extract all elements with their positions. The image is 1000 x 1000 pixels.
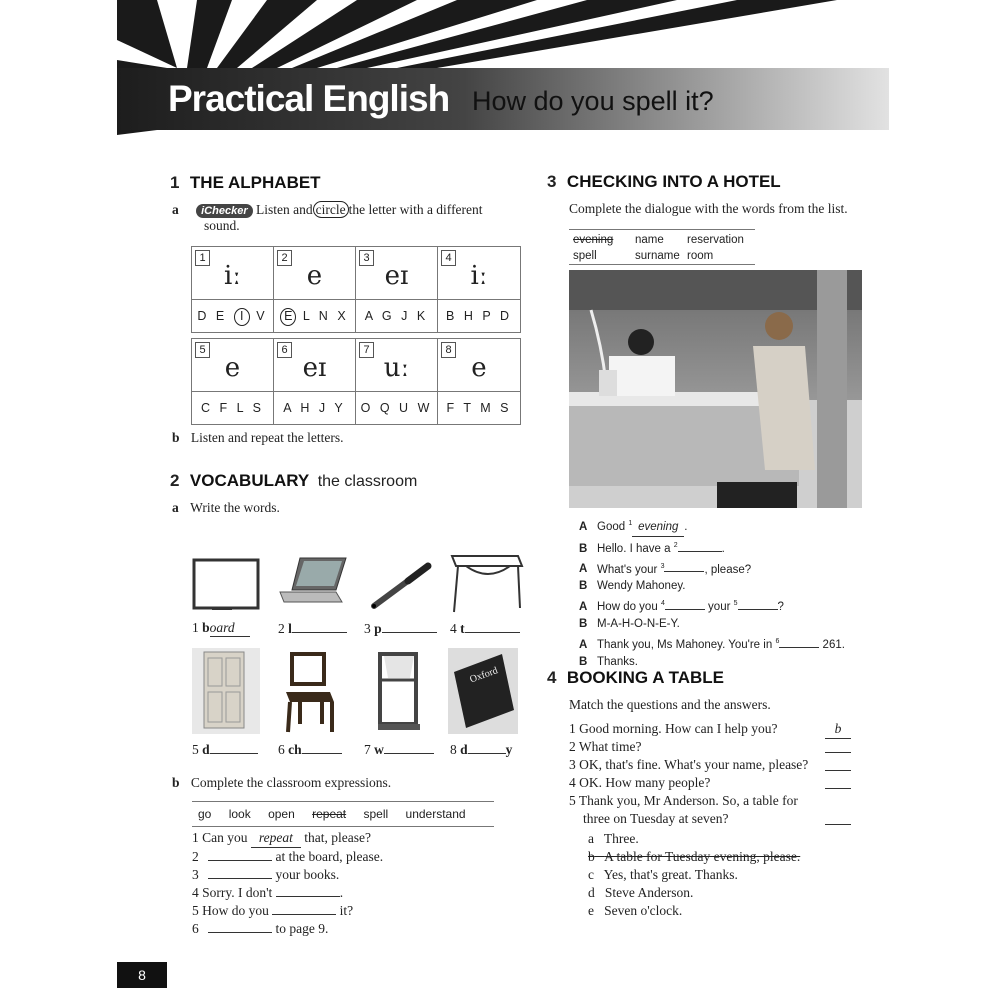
answer-blank[interactable]: oard bbox=[210, 620, 250, 637]
cell-number: 7 bbox=[359, 342, 374, 358]
item-number: 2 bbox=[569, 739, 576, 754]
dialogue-line bbox=[579, 633, 869, 654]
s2-instruction-b bbox=[172, 775, 391, 791]
egg-phoneme-icon: e bbox=[306, 261, 323, 291]
chair-picture bbox=[282, 652, 336, 736]
gap-number: 3 bbox=[660, 562, 665, 570]
answer-blank[interactable] bbox=[664, 560, 704, 572]
line-text: your books. bbox=[275, 867, 340, 882]
gap-number: 5 bbox=[733, 600, 738, 608]
instruction-text: Listen and bbox=[255, 202, 313, 217]
letter-option[interactable]: G bbox=[381, 309, 395, 323]
letter-option[interactable]: S bbox=[252, 401, 264, 415]
s2-expression-list bbox=[192, 829, 383, 938]
answer-letter: d bbox=[588, 885, 595, 900]
line-text: What's your bbox=[597, 563, 658, 576]
letter-option[interactable]: K bbox=[416, 309, 429, 323]
section-number: 1 bbox=[170, 173, 180, 192]
word-option: understand bbox=[405, 807, 466, 821]
letter-group bbox=[438, 392, 520, 424]
answer-blank[interactable]: evening bbox=[632, 519, 684, 537]
answer-text: Yes, that's great. Thanks. bbox=[603, 867, 738, 882]
egg-phoneme-icon: e bbox=[471, 353, 487, 383]
answer-text: Steve Anderson. bbox=[604, 885, 694, 900]
question-line bbox=[569, 792, 851, 828]
whiteboard-picture bbox=[192, 558, 262, 612]
section-number: 2 bbox=[170, 471, 180, 490]
expression-line bbox=[192, 829, 383, 848]
dialogue-line bbox=[579, 595, 869, 616]
cell-number: 3 bbox=[359, 250, 374, 266]
door-picture bbox=[192, 648, 260, 734]
line-text: . bbox=[684, 520, 688, 533]
dialogue-line bbox=[579, 515, 869, 537]
letter-option[interactable]: H bbox=[300, 401, 313, 415]
word-option: spell bbox=[363, 807, 389, 821]
page-title: Practical English bbox=[168, 78, 450, 119]
boot-phoneme-icon: uː bbox=[383, 353, 410, 383]
speaker: A bbox=[579, 601, 588, 614]
letter-option[interactable]: Y bbox=[334, 401, 346, 415]
dialogue-line bbox=[579, 616, 869, 633]
item-number: 3 bbox=[569, 757, 576, 772]
letter-option[interactable]: E bbox=[215, 309, 228, 323]
answer-line bbox=[588, 830, 800, 848]
word-start: w bbox=[374, 742, 384, 757]
answer-text: Seven o'clock. bbox=[604, 903, 683, 918]
answer-text: A table for Tuesday evening, please. bbox=[604, 849, 801, 864]
question-line bbox=[569, 720, 851, 738]
line-text: Thank you, Ms Mahoney. You're in bbox=[597, 639, 773, 652]
item-label: a bbox=[172, 500, 179, 515]
s4-instruction: Match the questions and the answers. bbox=[569, 697, 771, 712]
question-text: OK, that's fine. What's your name, please? bbox=[579, 757, 809, 772]
answer-blank[interactable] bbox=[825, 810, 851, 825]
letter-option[interactable]: L bbox=[236, 401, 247, 415]
line-text: Can you bbox=[202, 830, 248, 845]
section-2-heading bbox=[170, 471, 417, 491]
section-number: 3 bbox=[547, 172, 557, 191]
section-number: 4 bbox=[547, 668, 557, 687]
word-option: reservation bbox=[687, 234, 744, 246]
question-text: OK. How many people? bbox=[579, 775, 711, 790]
line-text: at the board, please. bbox=[275, 849, 384, 864]
word-start: d bbox=[202, 742, 210, 757]
laptop-picture bbox=[278, 556, 348, 606]
s4-question-list bbox=[569, 720, 851, 828]
answer-blank[interactable] bbox=[825, 738, 851, 753]
expression-line bbox=[192, 920, 383, 938]
phoneme-cell bbox=[274, 339, 356, 391]
answer-letter: a bbox=[588, 831, 594, 846]
window-picture bbox=[376, 650, 422, 734]
expression-line bbox=[192, 884, 383, 902]
answer-blank[interactable] bbox=[276, 884, 340, 897]
phoneme-cell bbox=[356, 339, 438, 391]
s4-answer-list bbox=[588, 830, 800, 920]
line-text: , please? bbox=[704, 563, 752, 576]
letter-option[interactable]: F bbox=[219, 401, 231, 415]
letter-option[interactable]: F bbox=[446, 401, 458, 415]
speaker: A bbox=[579, 563, 588, 576]
ichecker-badge[interactable]: iChecker bbox=[196, 204, 252, 218]
cell-number: 2 bbox=[277, 250, 292, 266]
phoneme-cell bbox=[438, 247, 520, 299]
answer-line bbox=[588, 866, 800, 884]
item-number: 5 bbox=[192, 903, 199, 918]
item-number: 5 bbox=[569, 793, 576, 808]
s1-instruction-a bbox=[172, 202, 512, 234]
answer-blank[interactable]: b bbox=[825, 720, 851, 739]
line-text: M-A-H-O-N-E-Y. bbox=[597, 618, 680, 631]
answer-blank[interactable] bbox=[272, 902, 336, 915]
item-number: 2 bbox=[278, 621, 285, 636]
word-option: spell bbox=[573, 250, 597, 262]
s2-word-list bbox=[192, 801, 494, 827]
vocab-item-3 bbox=[364, 620, 437, 637]
instruction-text: Complete the classroom expressions. bbox=[190, 775, 392, 790]
answer-blank[interactable] bbox=[678, 540, 722, 552]
instruction-text: the letter with a different bbox=[348, 202, 483, 217]
line-text: your bbox=[708, 601, 731, 614]
section-4-heading bbox=[547, 668, 724, 688]
s3-dialogue bbox=[579, 515, 869, 671]
item-number: 2 bbox=[192, 849, 199, 864]
expression-line bbox=[192, 902, 383, 920]
letter-option[interactable]: U bbox=[399, 401, 412, 415]
section-title: CHECKING INTO A HOTEL bbox=[566, 172, 781, 191]
item-label: b bbox=[172, 775, 180, 790]
line-text: it? bbox=[339, 903, 354, 918]
cell-number: 8 bbox=[441, 342, 456, 358]
answer-blank[interactable] bbox=[465, 620, 520, 633]
word-end: y bbox=[505, 742, 513, 757]
letter-option[interactable]: A bbox=[283, 401, 294, 415]
word-option-used: repeat bbox=[312, 807, 347, 821]
line-text: . bbox=[339, 885, 344, 900]
expression-line bbox=[192, 866, 383, 884]
item-label: a bbox=[172, 202, 179, 217]
question-line bbox=[569, 738, 851, 756]
item-number: 4 bbox=[192, 885, 199, 900]
letter-option[interactable]: S bbox=[500, 401, 512, 415]
vocab-item-8 bbox=[450, 741, 512, 758]
answer-blank[interactable] bbox=[208, 866, 272, 879]
line-text: . bbox=[721, 542, 725, 555]
section-subtitle: the classroom bbox=[317, 473, 418, 490]
page-subtitle: How do you spell it? bbox=[472, 86, 714, 116]
word-start: t bbox=[460, 621, 465, 636]
vocab-item-2 bbox=[278, 620, 347, 637]
line-text: Hello. I have a bbox=[597, 542, 671, 555]
hotel-reception-photo bbox=[569, 270, 862, 508]
item-number: 4 bbox=[569, 775, 576, 790]
line-text: ? bbox=[777, 601, 784, 614]
word-option: open bbox=[268, 807, 295, 821]
section-1-heading bbox=[170, 173, 321, 193]
answer-line bbox=[588, 902, 800, 920]
cell-number: 1 bbox=[195, 250, 210, 266]
letter-option[interactable]: O bbox=[360, 401, 374, 415]
expression-line bbox=[192, 848, 383, 866]
word-option: name bbox=[635, 234, 664, 246]
dialogue-line bbox=[579, 578, 869, 595]
word-start: l bbox=[288, 621, 292, 636]
answer-blank[interactable] bbox=[382, 620, 437, 633]
page-number: 8 bbox=[117, 962, 167, 988]
letter-group bbox=[192, 392, 274, 424]
answer-blank[interactable] bbox=[738, 598, 778, 610]
dialogue-line bbox=[579, 537, 869, 558]
s1-instruction-b bbox=[172, 430, 343, 446]
dialogue-line bbox=[579, 558, 869, 579]
dictionary-picture bbox=[448, 648, 518, 734]
item-number: 3 bbox=[364, 621, 371, 636]
word-option: go bbox=[198, 807, 212, 821]
word-start: ch bbox=[288, 742, 302, 757]
answer-blank[interactable] bbox=[210, 741, 258, 754]
gap-number: 4 bbox=[660, 600, 665, 608]
item-number: 1 bbox=[569, 721, 576, 736]
letter-group bbox=[192, 300, 274, 332]
item-number: 4 bbox=[450, 621, 457, 636]
line-text: Sorry. I don't bbox=[202, 885, 273, 900]
answer-blank[interactable] bbox=[208, 920, 272, 933]
answer-blank[interactable] bbox=[779, 636, 819, 648]
word-option-used: evening bbox=[573, 234, 614, 246]
phoneme-cell bbox=[192, 247, 274, 299]
question-text: What time? bbox=[578, 739, 642, 754]
phoneme-cell bbox=[192, 339, 274, 391]
instruction-text: Listen and repeat the letters. bbox=[190, 430, 344, 445]
section-title: THE ALPHABET bbox=[189, 173, 321, 192]
item-number: 3 bbox=[192, 867, 199, 882]
word-start: p bbox=[374, 621, 382, 636]
s3-instruction: Complete the dialogue with the words from the list. bbox=[569, 201, 848, 216]
item-label: b bbox=[172, 430, 180, 445]
line-text: How do you bbox=[597, 601, 658, 614]
circle-word: circle bbox=[313, 201, 349, 218]
question-line bbox=[569, 756, 851, 774]
answer-blank[interactable] bbox=[302, 741, 342, 754]
letter-group bbox=[356, 300, 438, 332]
vocab-item-4 bbox=[450, 620, 520, 637]
egg-phoneme-icon: e bbox=[224, 353, 241, 383]
letter-option[interactable]: J bbox=[318, 401, 329, 415]
speaker: A bbox=[579, 520, 588, 533]
tree-phoneme-icon: iː bbox=[223, 261, 242, 291]
letter-group bbox=[356, 392, 438, 424]
line-text: Thanks. bbox=[597, 656, 638, 669]
answer-letter: e bbox=[588, 903, 594, 918]
question-text: three on Tuesday at seven? bbox=[583, 811, 729, 826]
letter-option[interactable]: J bbox=[401, 309, 411, 323]
letter-group bbox=[274, 392, 356, 424]
svg-text:Oxford: Oxford bbox=[468, 665, 500, 686]
question-line bbox=[569, 774, 851, 792]
phoneme-cell bbox=[356, 247, 438, 299]
speaker: B bbox=[579, 580, 588, 593]
train-phoneme-icon: eɪ bbox=[384, 261, 409, 291]
question-text: Thank you, Mr Anderson. So, a table for bbox=[578, 793, 798, 808]
item-number: 7 bbox=[364, 742, 371, 757]
word-start: d bbox=[460, 742, 468, 757]
letter-option-circled[interactable]: E bbox=[280, 308, 296, 326]
answer-blank[interactable] bbox=[468, 741, 506, 754]
letter-option[interactable]: N bbox=[318, 309, 331, 323]
vocab-item-1 bbox=[192, 620, 250, 637]
item-number: 6 bbox=[278, 742, 285, 757]
letter-option[interactable]: C bbox=[201, 401, 214, 415]
item-number: 1 bbox=[192, 620, 199, 635]
section-title: VOCABULARY bbox=[189, 471, 310, 490]
answer-blank[interactable] bbox=[292, 620, 347, 633]
answer-blank[interactable] bbox=[825, 756, 851, 771]
line-text: Wendy Mahoney. bbox=[597, 580, 686, 593]
instruction-text: Write the words. bbox=[190, 500, 280, 515]
letter-option[interactable]: D bbox=[499, 309, 512, 323]
word-option: room bbox=[687, 250, 714, 262]
section-3-heading bbox=[547, 172, 781, 192]
tree-phoneme-icon: iː bbox=[470, 261, 488, 291]
answer-blank[interactable]: repeat bbox=[251, 829, 301, 848]
answer-blank[interactable] bbox=[825, 774, 851, 789]
train-phoneme-icon: eɪ bbox=[302, 353, 327, 383]
s3-word-list bbox=[569, 229, 755, 265]
line-text: that, please? bbox=[304, 830, 371, 845]
phoneme-grid-2 bbox=[191, 338, 521, 425]
letter-option[interactable]: P bbox=[482, 309, 494, 323]
letter-option-circled[interactable]: I bbox=[234, 308, 250, 326]
answer-text: Three. bbox=[603, 831, 639, 846]
letter-option[interactable]: M bbox=[480, 401, 494, 415]
table-picture bbox=[448, 552, 524, 616]
phoneme-cell bbox=[438, 339, 520, 391]
vocab-item-6 bbox=[278, 741, 342, 758]
letter-option[interactable]: T bbox=[463, 401, 474, 415]
speaker: B bbox=[579, 618, 588, 631]
line-text: How do you bbox=[202, 903, 269, 918]
line-text: to page 9. bbox=[275, 921, 329, 936]
question-text: Good morning. How can I help you? bbox=[579, 721, 778, 736]
answer-blank[interactable] bbox=[665, 598, 705, 610]
phoneme-cell bbox=[274, 247, 356, 299]
cell-number: 5 bbox=[195, 342, 210, 358]
letter-option[interactable]: V bbox=[256, 309, 268, 323]
gap-number: 2 bbox=[673, 541, 678, 549]
answer-line-used bbox=[588, 848, 800, 866]
item-number: 5 bbox=[192, 742, 199, 757]
word-start: b bbox=[202, 620, 210, 635]
letter-option[interactable]: D bbox=[197, 309, 210, 323]
section-title: BOOKING A TABLE bbox=[566, 668, 725, 687]
pen-picture bbox=[368, 560, 438, 610]
letter-group bbox=[438, 300, 520, 332]
item-number: 1 bbox=[192, 830, 199, 845]
item-number: 6 bbox=[192, 921, 199, 936]
answer-letter: c bbox=[588, 867, 594, 882]
instruction-text: sound. bbox=[204, 218, 240, 233]
letter-option[interactable]: W bbox=[417, 401, 433, 415]
letter-group bbox=[274, 300, 356, 332]
answer-blank[interactable] bbox=[208, 848, 272, 861]
gap-number: 6 bbox=[775, 638, 780, 646]
answer-letter: b bbox=[588, 849, 595, 864]
s2-instruction-a bbox=[172, 500, 280, 516]
letter-option[interactable]: X bbox=[337, 309, 349, 323]
letter-option[interactable]: B bbox=[446, 309, 458, 323]
letter-option[interactable]: H bbox=[463, 309, 476, 323]
letter-option[interactable]: L bbox=[302, 309, 313, 323]
item-number: 8 bbox=[450, 742, 457, 757]
phoneme-grid-1 bbox=[191, 246, 521, 333]
word-option: look bbox=[228, 807, 251, 821]
answer-line bbox=[588, 884, 800, 902]
line-text: 261. bbox=[822, 639, 845, 652]
letter-option[interactable]: A bbox=[364, 309, 376, 323]
cell-number: 4 bbox=[441, 250, 456, 266]
letter-option[interactable]: Q bbox=[379, 401, 393, 415]
speaker: B bbox=[579, 542, 588, 555]
line-text: Good bbox=[597, 520, 626, 533]
answer-blank[interactable] bbox=[384, 741, 434, 754]
cell-number: 6 bbox=[277, 342, 292, 358]
speaker: A bbox=[579, 639, 588, 652]
word-option: surname bbox=[635, 250, 680, 262]
vocab-item-7 bbox=[364, 741, 434, 758]
vocab-item-5 bbox=[192, 741, 258, 758]
gap-number: 1 bbox=[628, 520, 633, 527]
speaker: B bbox=[579, 656, 588, 669]
